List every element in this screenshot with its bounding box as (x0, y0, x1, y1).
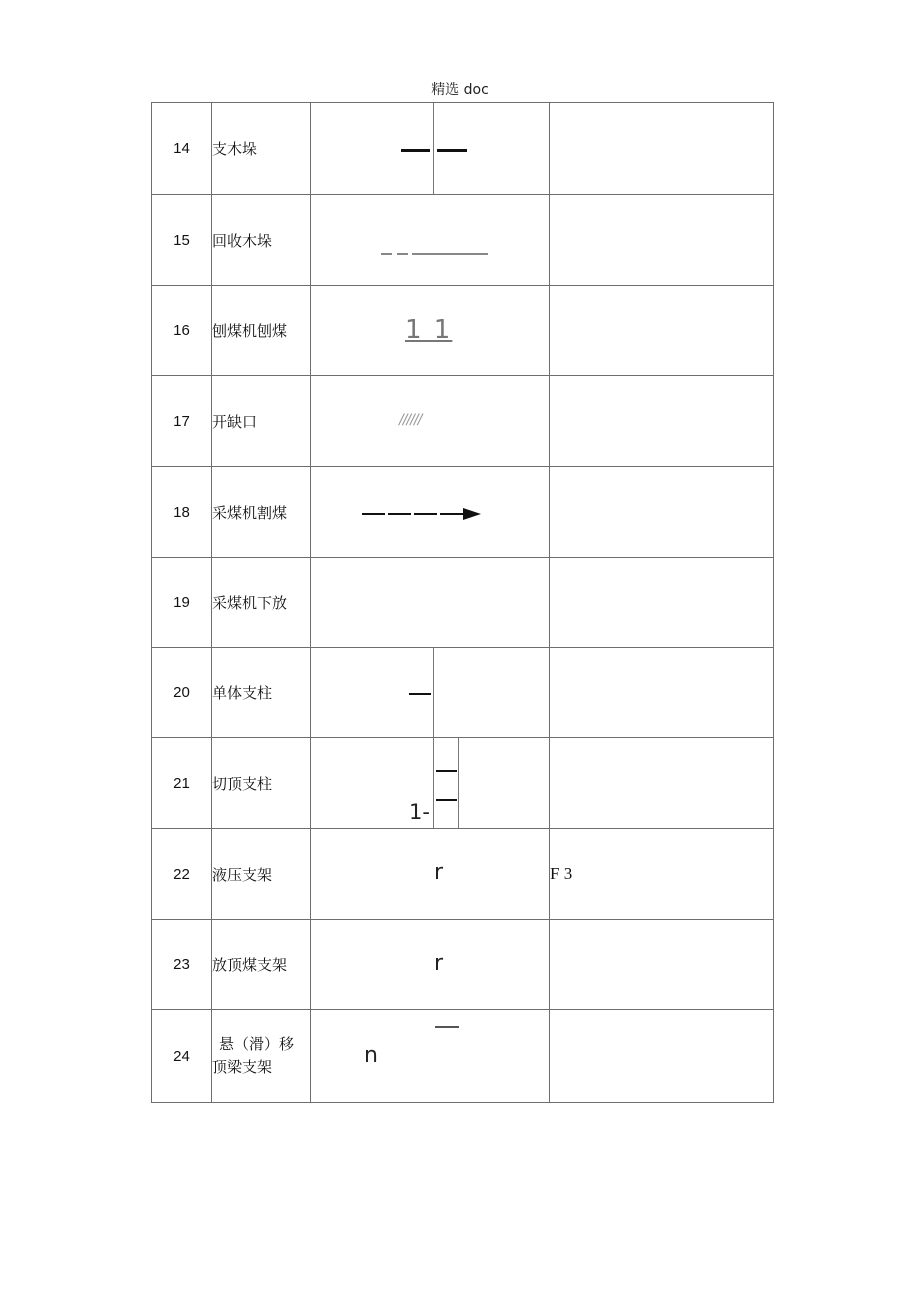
table-row (152, 1010, 774, 1103)
row-number: 20 (152, 648, 212, 738)
table-row (152, 920, 774, 1010)
table-row (152, 286, 774, 376)
symbol-crib-recovery (311, 195, 550, 286)
symbol-crib-support (311, 103, 550, 195)
symbol-top-coal-support (311, 920, 550, 1010)
plough-symbol-text: 1 1 (405, 315, 453, 345)
row-name: 刨煤机刨煤 (212, 286, 311, 376)
row-number: 16 (152, 286, 212, 376)
row-note (550, 648, 774, 738)
row-note (550, 1010, 774, 1103)
notch-hatch-text: ////// (399, 412, 422, 428)
top-coal-support-text: r (434, 951, 444, 976)
row-number: 23 (152, 920, 212, 1010)
row-name-line2: 顶梁支架 (212, 1058, 273, 1076)
symbol-single-prop (311, 648, 550, 738)
symbol-table (151, 102, 774, 1103)
row-name: 单体支柱 (212, 648, 311, 738)
row-note: F 3 (550, 829, 774, 920)
row-number: 19 (152, 558, 212, 648)
row-note (550, 103, 774, 195)
symbol-plough (311, 286, 550, 376)
row-number: 21 (152, 738, 212, 829)
symbol-breaker-prop (311, 738, 550, 829)
row-note (550, 376, 774, 467)
table-row (152, 376, 774, 467)
row-note (550, 286, 774, 376)
page-header: 精选 doc (431, 82, 489, 98)
table-row (152, 195, 774, 286)
row-number: 14 (152, 103, 212, 195)
breaker-prop-text: 1- (409, 800, 430, 824)
row-name: 放顶煤支架 (212, 920, 311, 1010)
table-row (152, 558, 774, 648)
table-row (152, 103, 774, 195)
row-name-line1: 悬（滑）移 (219, 1035, 295, 1053)
row-name: 采煤机下放 (212, 558, 311, 648)
row-name (212, 1010, 311, 1103)
row-note (550, 467, 774, 558)
row-note (550, 558, 774, 648)
hydraulic-support-text: r (434, 860, 444, 885)
row-note (550, 195, 774, 286)
row-name: 开缺口 (212, 376, 311, 467)
table-row (152, 829, 774, 920)
row-name: 液压支架 (212, 829, 311, 920)
row-name: 回收木垛 (212, 195, 311, 286)
row-note (550, 920, 774, 1010)
symbol-shearer-lowering (311, 558, 550, 648)
symbol-hydraulic-support (311, 829, 550, 920)
row-number: 22 (152, 829, 212, 920)
row-number: 24 (152, 1010, 212, 1103)
row-note (550, 738, 774, 829)
sliding-beam-text: n (364, 1043, 378, 1068)
table-row (152, 648, 774, 738)
row-number: 18 (152, 467, 212, 558)
row-name: 支木垛 (212, 103, 311, 195)
symbol-notch (311, 376, 550, 467)
table-row (152, 738, 774, 829)
row-number: 15 (152, 195, 212, 286)
arrow-right-icon (311, 467, 550, 558)
row-number: 17 (152, 376, 212, 467)
row-name: 采煤机割煤 (212, 467, 311, 558)
table-row (152, 467, 774, 558)
symbol-sliding-beam-support (311, 1010, 550, 1103)
symbol-shearer-cutting (311, 467, 550, 558)
row-name: 切顶支柱 (212, 738, 311, 829)
